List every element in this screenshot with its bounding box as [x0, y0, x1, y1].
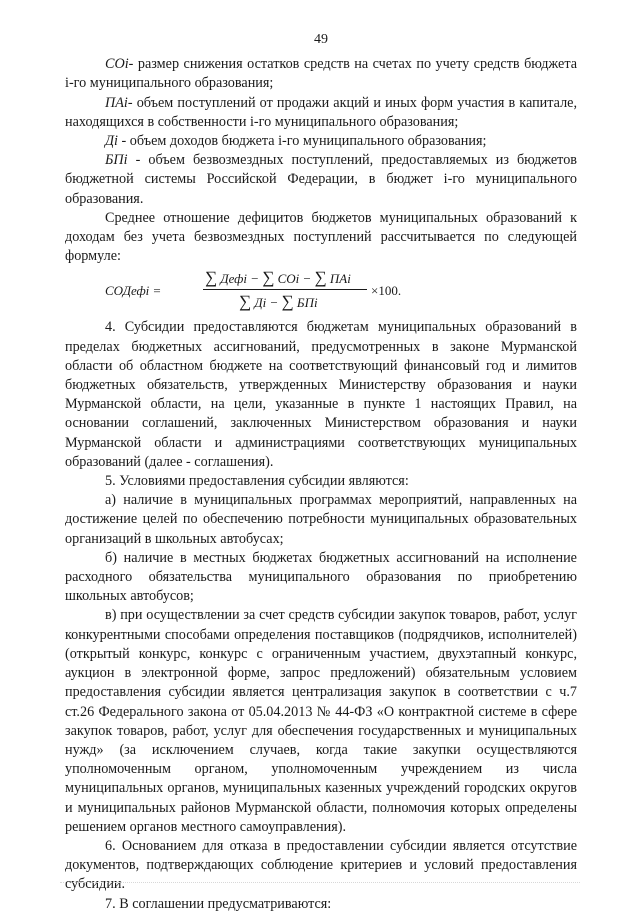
numerator-term: ПАi	[329, 271, 351, 287]
sum-sign: ∑	[314, 268, 327, 288]
page-number: 49	[314, 32, 328, 47]
paragraph-5v: в) при осуществлении за счет средств субсидии закупок товаров, работ, услуг конкурентными способами определения поставщиков (подрядчиков, исполнителей) (открытый конкурс, конкурс с ограниченным участием, двухэтапный конкурс, аукцион в электронной форме, запрос предложений) обязательным условием предоставления субсидии является централизация закупок в соответствии с ч.7 ст.26 Федерального закона от 05.04.2013 № 44-ФЗ «О контрактной системе в сфере закупок товаров, работ, услуг для обеспечения государственных и муниципальных нужд» (за исключением случаев, когда такие закупки осуществляются уполномоченным органом, уполномоченным учреждением из числа муниципальных органов, муниципальных казенных учреждений городских округов и муниципальных районов Мурманской области, полномочия которых определены решением органов местного самоуправления).	[65, 607, 577, 835]
paragraph-5: 5. Условиями предоставления субсидии являются:	[105, 473, 409, 490]
definition-di	[65, 132, 577, 151]
paragraph-6: 6. Основанием для отказа в предоставлении субсидии является отсутствие документов, подтверждающих соблюдение критериев и условий предоставления субсидии.	[65, 837, 577, 893]
document-page	[65, 30, 577, 914]
formula-denominator	[239, 292, 318, 312]
formula-lhs: СОДефi =	[105, 283, 162, 299]
paragraph-4: 4. Субсидии предоставляются бюджетам муниципальных образований в пределах бюджетных ассигнований, предусмотренных в законе Мурманской области об областном бюджете на соответствующий финансовый год и лимитов бюджетных обязательств, утвержденных Министерству образования и науки Мурманской области, на цели, указанные в пункте 1 настоящих Правил, на основании соглашений, заключенных Министерством образования и науки Мурманской области и администрациями соответствующих муниципальных образований (далее - соглашения).	[65, 319, 577, 470]
definition-text: - объем доходов бюджета i-го муниципального образования;	[117, 133, 487, 150]
formula-intro: Среднее отношение дефицитов бюджетов муниципальных образований к доходам без учета безвозмездных поступлений рассчитывается по следующей формуле:	[65, 209, 577, 265]
definition-symbol: БПi	[105, 152, 128, 169]
deficit-formula	[105, 268, 577, 314]
numerator-term: COi	[277, 271, 300, 287]
denominator-term: БПi	[296, 295, 318, 311]
sum-sign: ∑	[281, 292, 294, 312]
definition-text: - объем поступлений от продажи акций и иных форм участия в капитале, находящихся в собственности i-го муниципального образования;	[65, 94, 577, 130]
definition-text: - размер снижения остатков средств на счетах по учету средств бюджета i-го муниципального образования;	[65, 56, 577, 92]
definition-symbol: Дi	[105, 133, 118, 150]
paragraph-5b: б) наличие в местных бюджетах бюджетных ассигнований на исполнение расходного обязательства муниципального образования по приобретению школьных автобусов;	[65, 549, 577, 605]
paragraph-7: 7. В соглашении предусматриваются:	[105, 895, 332, 912]
minus-sign: −	[250, 271, 259, 287]
sum-sign: ∑	[205, 268, 218, 288]
fraction-line	[203, 289, 367, 290]
definition-text: - объем безвозмездных поступлений, предоставляемых из бюджетов бюджетной системы Российской Федерации, в бюджет i-го муниципального образования.	[65, 152, 577, 207]
formula-multiplier: ×100.	[371, 283, 402, 299]
definition-coi	[65, 55, 577, 93]
sum-sign: ∑	[262, 268, 275, 288]
scan-bottom-edge	[60, 882, 580, 883]
definition-symbol: COi	[105, 56, 129, 73]
numerator-term: Дефi	[220, 271, 247, 287]
definition-bpi	[65, 151, 577, 209]
denominator-term: Дi	[254, 295, 267, 311]
definition-symbol: ПАi	[105, 94, 128, 111]
minus-sign: −	[302, 271, 312, 287]
paragraph-5a: а) наличие в муниципальных программах мероприятий, направленных на достижение целей по обеспечению потребности муниципальных образовательных организаций в школьных автобусах;	[65, 492, 577, 547]
sum-sign: ∑	[239, 292, 252, 312]
formula-numerator	[205, 268, 351, 288]
definition-pai	[65, 94, 577, 132]
minus-sign: −	[269, 295, 279, 311]
